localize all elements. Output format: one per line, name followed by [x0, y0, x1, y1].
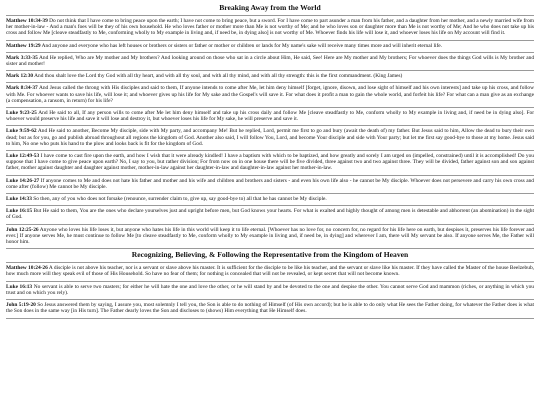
- scripture-text: I have come to cast fire upon the earth, and how I wish that it were already kindled! I have a baptism with which to be baptized, and how greatly and sorely I am urged on (impelled, constrained) until it is accomplished! Do you suppose that I have come to give peace upon earth? No, I say to you, but rather division; For from now on in one house there will be five divided, three against two and two against three. They will be divided, father against son and son against father, mother against daughter and daughter against mother, mother-in-law against her daughter-in-law and daughter-in-law against her mother-in-law.: [6, 153, 534, 172]
- divider: [6, 262, 534, 263]
- scripture-reference: Luke 12:49-53: [6, 153, 40, 160]
- scripture-reference: Luke 9:59-62: [6, 128, 37, 135]
- scripture-text: And anyone and everyone who has left houses or brothers or sisters or father or mother or children or lands for My name's sake will receive many times more and will inherit eternal life.: [40, 42, 442, 49]
- scripture-text: And Jesus called the throng with His disciples and said to them, If anyone intends to come after Me, let him deny himself [forget, ignore, disown, and lose sight of himself and his own interests] and take up his cross, and follow with Me. For whoever wants to save his life, will lose it; and whoever gives up his life for My sake and the Gospel's will save it. For what does it profit a man to gain the whole world, and forfeit his life? For what can a man give as an exchange (a compensation, a ransom, in return) for his life?: [6, 85, 535, 104]
- divider: [6, 193, 534, 194]
- scripture-reference: John 12:25-26: [6, 226, 39, 233]
- section-title: Recognizing, Believing, & Following the Representative from the Kingdom of Heaven: [131, 250, 409, 260]
- scripture-text: But He said to them, You are the ones who declare yourselves just and upright before men, but God knows your hearts. For what is exalted and highly thought of among men is detestable and abhorrent (an abomination) in the sight of God.: [6, 208, 534, 221]
- divider: [6, 150, 534, 151]
- scripture-reference: Luke 9:23-25: [6, 110, 37, 117]
- scripture-reference: Luke 16:15: [6, 208, 33, 215]
- divider: [6, 125, 534, 126]
- scripture-entry: [6, 264, 534, 279]
- scripture-entry: [6, 283, 534, 298]
- scripture-text: So then, any of you who does not forsake (renounce, surrender claim to, give up, say good-bye to) all that he has cannot be My disciple.: [31, 196, 327, 203]
- scripture-entry: [6, 207, 534, 222]
- divider: [6, 52, 534, 53]
- scripture-reference: John 5:19-20: [6, 302, 36, 309]
- divider: [6, 70, 534, 71]
- divider: [6, 40, 534, 41]
- scripture-text: So Jesus answered them by saying, I assure you, most solemnly I tell you, the Son is able to do nothing of Himself (of His own accord); but he is able to do only what He sees the Father doing, for whatever the Father does is what the Son does in the same way [in His turn]. The Father dearly loves the Son and discloses to (shows) Him everything that He Himself does.: [6, 302, 534, 315]
- scripture-reference: Matthew 10:24-26: [6, 265, 48, 272]
- scripture-reference: Luke 14:26-27: [6, 177, 40, 184]
- scripture-reference: Matthew 19:29: [6, 42, 41, 49]
- scripture-text: If anyone comes to Me and does not hate his father and mother and his wife and children and brothers and sisters - and even his own life also - he cannot be My disciple. Whoever does not persevere and carry his own cross and come after (follow) Me cannot be My disciple.: [6, 177, 534, 190]
- scripture-entry: [6, 17, 534, 39]
- scripture-reference: Mark 8:34-37: [6, 85, 38, 92]
- scripture-text: A disciple is not above his teacher, nor is a servant or slave above his master. It is sufficient for the disciple to be like his teacher, and the servant or slave like his master. If they have called the Master of the house Beelzebub, how much more will they speak evil of those of His Household. So have no fear of them; for nothing is concealed that will not be revealed, or kept secret that will not become known.: [6, 265, 534, 278]
- scripture-entry: [6, 177, 534, 192]
- divider: [6, 82, 534, 83]
- scripture-entry: [6, 152, 534, 174]
- scripture-entry: [6, 54, 534, 69]
- scripture-entry: [6, 301, 534, 316]
- divider: [6, 318, 534, 319]
- divider: [6, 107, 534, 108]
- divider: [6, 224, 534, 225]
- scripture-reference: Mark 3:33-35: [6, 54, 38, 61]
- scripture-reference: Luke 14:33: [6, 196, 32, 203]
- divider: [6, 175, 534, 176]
- scripture-text: Anyone who loves his life loses it, but anyone who hates his life in this world will keep it to life eternal. [Whoever has no love for, no concern for, no regard for his life here on earth, but despises it, preserves his life forever and ever.] If anyone serves Me, he must continue to follow Me [to cleave steadfastly to Me, conform wholly to My example in living and, if need be, in dying] and wherever I am, there will My servant be also. If anyone serves Me, the Father will honor him.: [6, 226, 535, 246]
- divider: [6, 299, 534, 300]
- scripture-text: And He said to all, If any person wills to come after Me let him deny himself and take up his cross daily and follow Me [cleave steadfastly to Me, conform wholly to My example in living and, if need be in dying also]. For whoever would preserve his life and save it will lose and destroy it, but whoever loses his life for My sake, he will preserve and save it.: [6, 110, 534, 123]
- scripture-entry: [6, 72, 534, 81]
- divider: [6, 281, 534, 282]
- scripture-reference: Mark 12:30: [6, 73, 34, 80]
- scripture-entry: [6, 226, 534, 248]
- divider: [6, 248, 534, 249]
- scripture-text: And thou shalt love the Lord thy God with all thy heart, and with all thy soul, and with all thy mind, and with all thy strength: this is the first commandment. (King James): [33, 73, 403, 80]
- scripture-entry: [6, 84, 534, 106]
- scripture-entry: [6, 42, 534, 51]
- scripture-text: Do not think that I have come to bring peace upon the earth; I have not come to bring peace, but a sword. For I have come to part asunder a man from his father, and a daughter from her mother, and a newly married wife from her mother-in-law - And a man's foes will be they of his own household. He who loves father or mother more than Me is not worthy of Me; and he who loves son or daughter more than Me is not worthy of Me; And he who does not take up his cross and follow Me [cleave steadfastly to Me, conforming wholly to My example in living and, if need be, in dying also] is not worthy of Me. Whoever finds his life will lose it, and whoever loses his life on My account will find it.: [6, 18, 534, 37]
- scripture-entry: [6, 127, 534, 149]
- scripture-entry: [6, 109, 534, 124]
- scripture-reference: Matthew 10:34-39: [6, 18, 48, 24]
- section-title: Breaking Away from the World: [219, 3, 321, 12]
- scripture-text: And He replied, Who are My mother and My brothers? And looking around on those who sat in a circle about Him, He said, See! Here are My mother and My brothers; For whoever does the things God wills is My brother and sister and mother!: [6, 54, 535, 68]
- scripture-text: And He said to another, Become My disciple, side with My party, and accompany Me! But he replied, Lord, permit me first to go and bury (await the death of) my father. But Jesus said to him, Allow the dead to bury their own dead; but as for you, go and publish abroad throughout all regions the kingdom of God. Another also said, I will follow You, Lord, and become Your disciple and side with Your party; but let me first say good-bye to those at my home. Jesus said to him, No one who puts his hand to the plow and looks back is fit for the kingdom of God.: [6, 128, 534, 147]
- scripture-entry: [6, 195, 534, 204]
- divider: [6, 15, 534, 16]
- scripture-text: No servant is able to serve two masters; for either he will hate the one and love the other, or he will stand by and be devoted to the one and despise the other. You cannot serve God and mammon (riches, or anything in which you trust and on which you rely).: [6, 283, 534, 296]
- scripture-reference: Luke 16:13: [6, 283, 33, 290]
- divider: [6, 205, 534, 206]
